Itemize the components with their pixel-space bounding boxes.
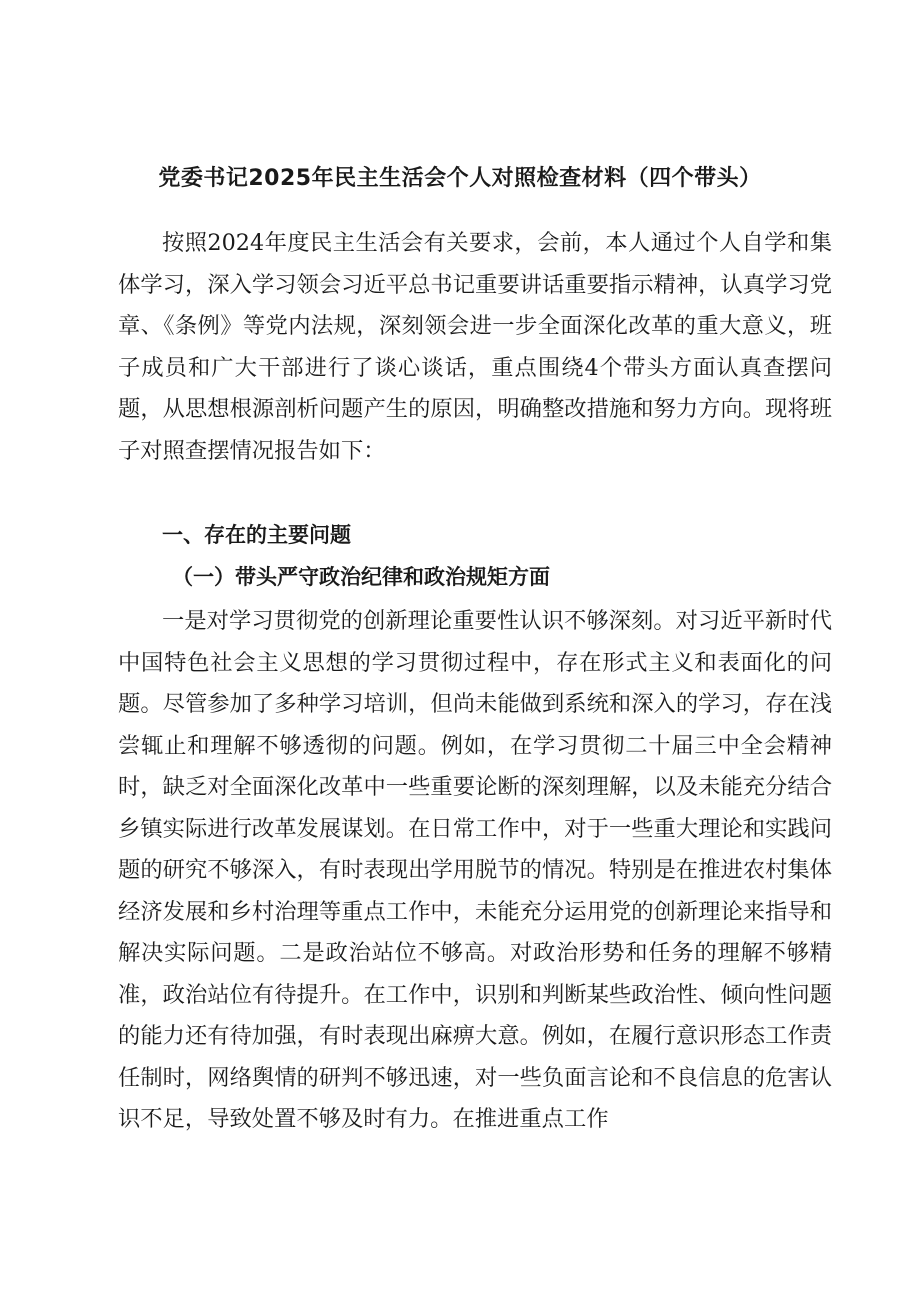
document-title: 党委书记2025年民主生活会个人对照检查材料（四个带头） (158, 166, 762, 191)
body-paragraph: 一是对学习贯彻党的创新理论重要性认识不够深刻。对习近平新时代中国特色社会主义思想的学习贯彻过程中，存在形式主义和表面化的问题。尽管参加了多种学习培训，但尚未能做到系统和深入的学习，存在浅尝辄止和理解不够透彻的问题。例如，在学习贯彻二十届三中全会精神时，缺乏对全面深化改革中一些重要论断的深刻理解，以及未能充分结合乡镇实际进行改革发展谋划。在日常工作中，对于一些重大理论和实践问题的研究不够深入，有时表现出学用脱节的情况。特别是在推进农村集体经济发展和乡村治理等重点工作中，未能充分运用党的创新理论来指导和解决实际问题。二是政治站位不够高。对政治形势和任务的理解不够精准，政治站位有待提升。在工作中，识别和判断某些政治性、倾向性问题的能力还有待加强，有时表现出麻痹大意。例如，在履行意识形态工作责任制时，网络舆情的研判不够迅速，对一些负面言论和不良信息的危害认识不足，导致处置不够及时有力。在推进重点工作 (118, 608, 832, 1132)
intro-paragraph: 按照2024年度民主生活会有关要求，会前，本人通过个人自学和集体学习，深入学习领会习近平总书记重要讲话重要指示精神，认真学习党章、《条例》等党内法规，深刻领会进一步全面深化改革的重大意义，班子成员和广大干部进行了谈心谈话，重点围绕4个带头方面认真查摆问题，从思想根源剖析问题产生的原因，明确整改措施和努力方向。现将班子对照查摆情况报告如下： (118, 230, 832, 464)
section-heading: 一、存在的主要问题 (162, 523, 351, 547)
subsection-heading: （一）带头严守政治纪律和政治规矩方面 (172, 564, 550, 589)
